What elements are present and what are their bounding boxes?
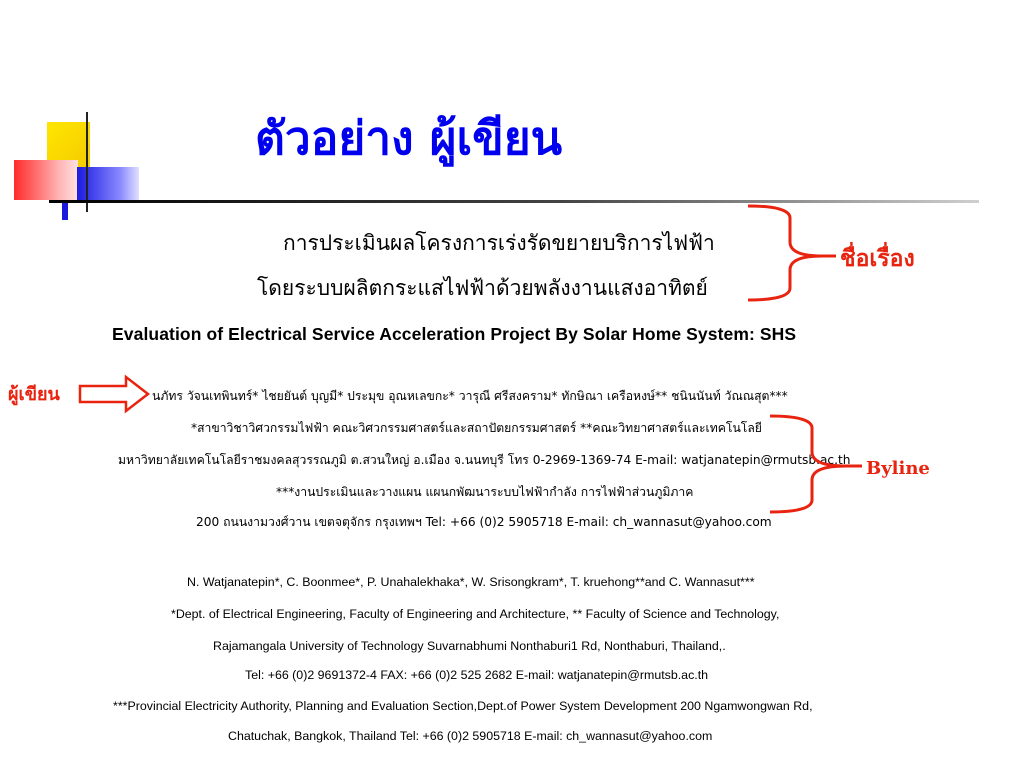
english-title: Evaluation of Electrical Service Acceleration Project By Solar Home System: SHS [112, 324, 797, 344]
thai-title-line-1: การประเมินผลโครงการเร่งรัดขยายบริการไฟฟ้า [283, 231, 715, 255]
byline-annotation-label: Byline [866, 458, 930, 479]
english-byline-affiliation-1: *Dept. of Electrical Engineering, Faculty of Engineering and Architecture, ** Faculty of Science and Technology, [171, 607, 780, 621]
thai-byline-affiliation-2: ***งานประเมินและวางแผน แผนกพัฒนาระบบไฟฟ้ากำลัง การไฟฟ้าส่วนภูมิภาค [276, 485, 694, 499]
title-brace-icon [748, 206, 822, 300]
thai-byline-address-1: มหาวิทยาลัยเทคโนโลยีราชมงคลสุวรรณภูมิ ต.สวนใหญ่ อ.เมือง จ.นนทบุรี โทร 0-2969-1369-74 E-mail: watjanatepin@rmutsb.ac.th [118, 453, 851, 467]
slide-title: ตัวอย่าง ผู้เขียน [255, 111, 563, 165]
byline-brace-icon [770, 416, 846, 512]
english-byline-address-2: Chatuchak, Bangkok, Thailand Tel: +66 (0)2 5905718 E-mail: ch_wannasut@yahoo.com [228, 729, 713, 743]
thai-title-line-2: โดยระบบผลิตกระแสไฟฟ้าด้วยพลังงานแสงอาทิตย์ [257, 276, 708, 300]
thai-byline-affiliation-1: *สาขาวิชาวิศวกรรมไฟฟ้า คณะวิศวกรรมศาสตร์และสถาปัตยกรรมศาสตร์ **คณะวิทยาศาสตร์และเทคโนโลยี [191, 421, 762, 435]
english-byline-authors: N. Watjanatepin*, C. Boonmee*, P. Unahalekhaka*, W. Srisongkram*, T. kruehong**and C. Wannasut*** [187, 575, 755, 589]
right-arrow-icon [80, 377, 148, 411]
english-byline-affiliation-2: ***Provincial Electricity Authority, Planning and Evaluation Section,Dept.of Power System Development 200 Ngamwongwan Rd, [113, 699, 813, 713]
thai-byline-authors: นภัทร วัจนเทพินทร์* ไชยยันต์ บุญมี* ประมุข อุณหเลขกะ* วารุณี ศรีสงคราม* ทักษิณา เครือหงษ์** ชนินนันท์ วัณณสุต*** [152, 389, 788, 403]
thai-byline-address-2: 200 ถนนงามวงศ์วาน เขตจตุจักร กรุงเทพฯ Tel: +66 (0)2 5905718 E-mail: ch_wannasut@yahoo.com [196, 515, 772, 529]
english-byline-address-1: Rajamangala University of Technology Suvarnabhumi Nonthaburi1 Rd, Nonthaburi, Thailand,. [213, 639, 726, 653]
english-byline-contact-1: Tel: +66 (0)2 9691372-4 FAX: +66 (0)2 525 2682 E-mail: watjanatepin@rmutsb.ac.th [245, 668, 709, 682]
title-annotation-label: ชื่อเรื่อง [840, 245, 915, 272]
author-annotation-label: ผู้เขียน [8, 384, 60, 405]
